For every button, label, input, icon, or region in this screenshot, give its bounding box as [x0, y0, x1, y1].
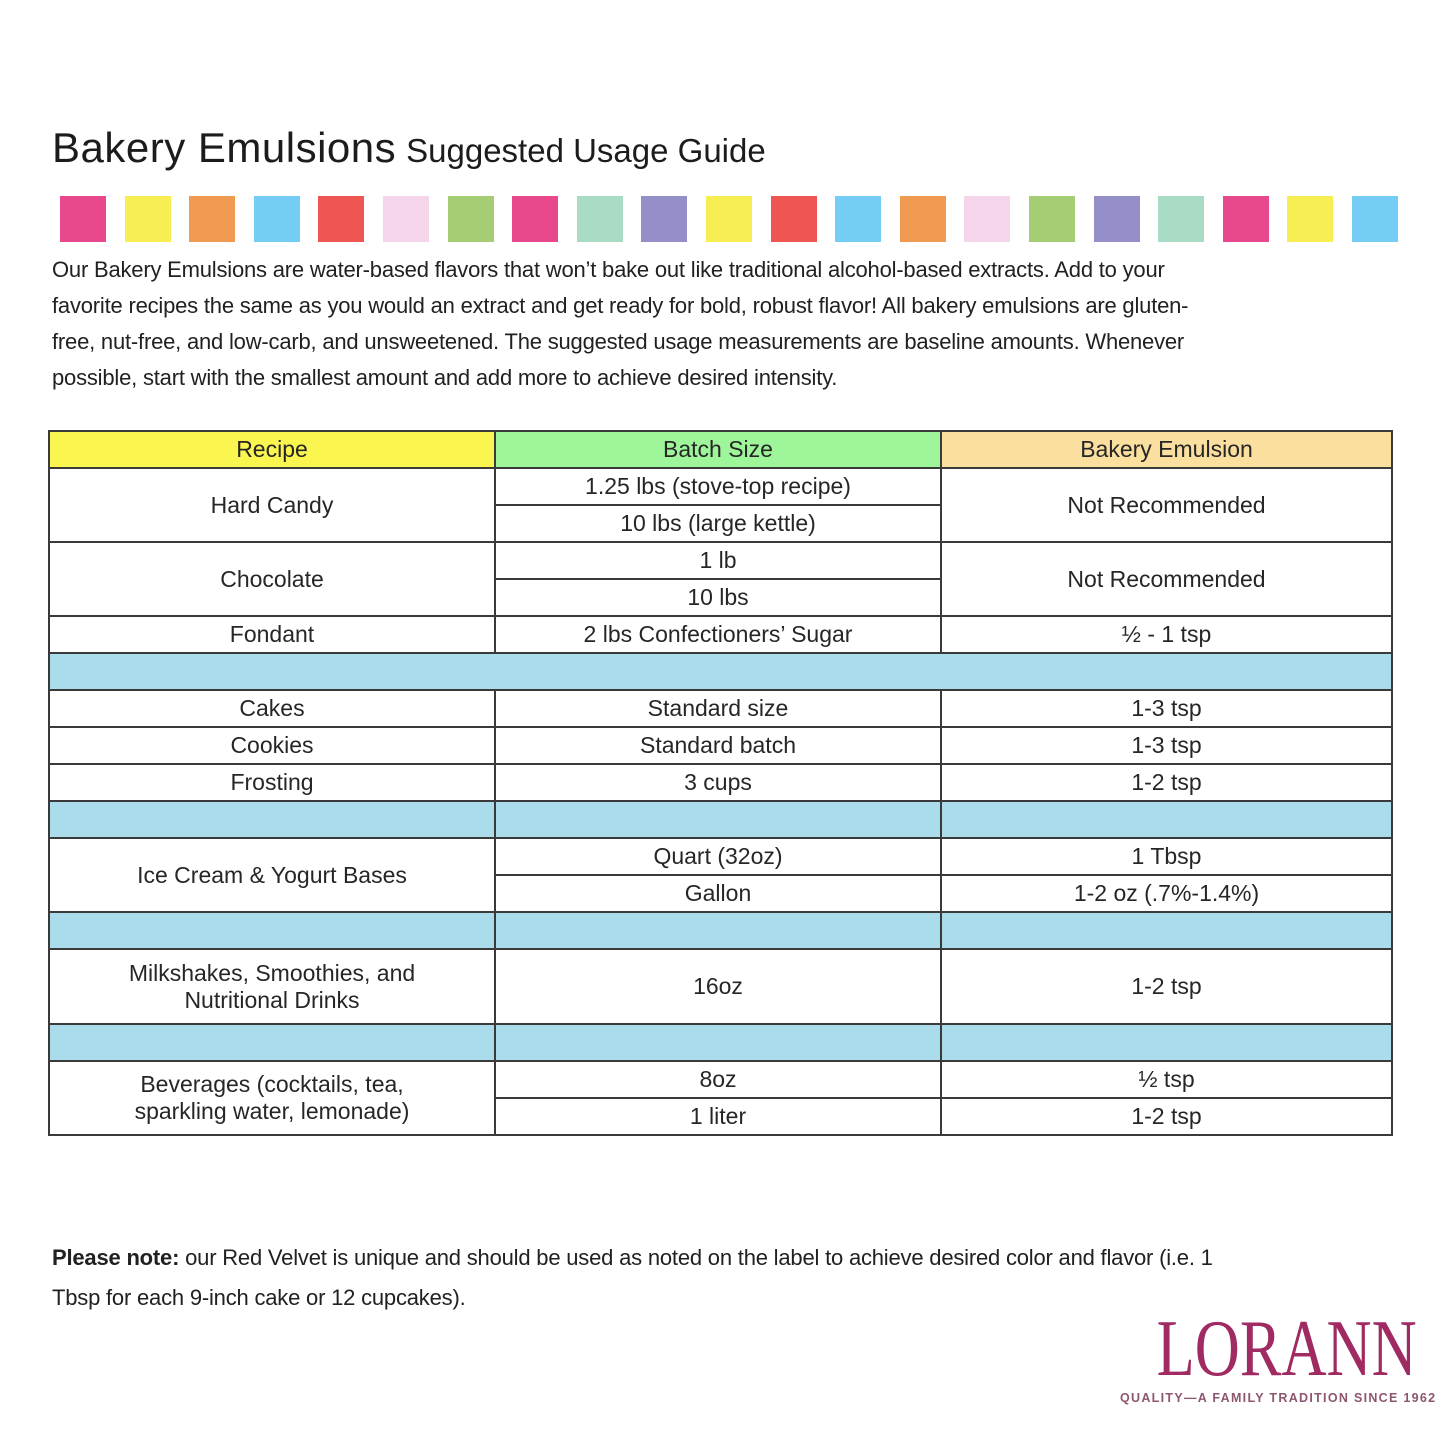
- table-row: [49, 468, 1392, 505]
- intro-line: favorite recipes the same as you would an extract and get ready for bold, robust flavor! All bakery emulsions are gluten-: [52, 293, 1189, 318]
- cell-fondant-recipe: Fondant: [49, 616, 495, 653]
- header-batch: Batch Size: [495, 431, 941, 468]
- title-subtitle: Suggested Usage Guide: [406, 132, 766, 169]
- note-text: our Red Velvet is unique and should be used as noted on the label to achieve desired color and flavor (i.e. 1: [179, 1245, 1213, 1270]
- color-swatch: [835, 196, 881, 242]
- color-swatch: [1029, 196, 1075, 242]
- cell-frosting-batch: 3 cups: [495, 764, 941, 801]
- color-swatch: [771, 196, 817, 242]
- cell-beverages-batch-2: 1 liter: [495, 1098, 941, 1135]
- header-emulsion: Bakery Emulsion: [941, 431, 1392, 468]
- header-recipe: Recipe: [49, 431, 495, 468]
- color-swatch: [900, 196, 946, 242]
- cell-hard-candy-emulsion: Not Recommended: [941, 468, 1392, 542]
- title-main: Bakery Emulsions: [52, 124, 397, 171]
- separator-cell: [941, 801, 1392, 838]
- cell-chocolate-recipe: Chocolate: [49, 542, 495, 616]
- cell-beverages-recipe: [49, 1061, 495, 1135]
- logo-tagline: QUALITY—A FAMILY TRADITION SINCE 1962: [1120, 1391, 1437, 1405]
- table-row: [49, 690, 1392, 727]
- color-swatch: [448, 196, 494, 242]
- cell-cookies-recipe: Cookies: [49, 727, 495, 764]
- color-swatch: [254, 196, 300, 242]
- table-row: [49, 727, 1392, 764]
- color-swatch: [1158, 196, 1204, 242]
- cell-ice-cream-emulsion-2: 1-2 oz (.7%-1.4%): [941, 875, 1392, 912]
- intro-paragraph: [52, 252, 1188, 396]
- color-swatch: [1352, 196, 1398, 242]
- cell-chocolate-batch-1: 1 lb: [495, 542, 941, 579]
- cell-chocolate-batch-2: 10 lbs: [495, 579, 941, 616]
- cell-fondant-batch: 2 lbs Confectioners’ Sugar: [495, 616, 941, 653]
- color-swatch: [318, 196, 364, 242]
- separator-row: [49, 653, 1392, 690]
- color-swatch: [1094, 196, 1140, 242]
- separator-cell: [941, 912, 1392, 949]
- table-row: [49, 1061, 1392, 1098]
- cell-cakes-batch: Standard size: [495, 690, 941, 727]
- cell-ice-cream-batch-2: Gallon: [495, 875, 941, 912]
- separator-cell: [495, 801, 941, 838]
- color-swatch: [1223, 196, 1269, 242]
- color-swatch: [641, 196, 687, 242]
- separator-row: [49, 912, 1392, 949]
- separator-cell: [495, 912, 941, 949]
- cell-milkshakes-batch: 16oz: [495, 949, 941, 1024]
- page-title: [52, 124, 766, 172]
- separator-row: [49, 1024, 1392, 1061]
- table-row: [49, 616, 1392, 653]
- table-row: [49, 949, 1392, 1024]
- color-strip: [60, 196, 1398, 242]
- cell-ice-cream-recipe: Ice Cream & Yogurt Bases: [49, 838, 495, 912]
- color-swatch: [383, 196, 429, 242]
- separator-row: [49, 801, 1392, 838]
- separator-cell: [49, 912, 495, 949]
- cell-beverages-emulsion-1: ½ tsp: [941, 1061, 1392, 1098]
- separator-cell: [49, 801, 495, 838]
- cell-hard-candy-batch-1: 1.25 lbs (stove-top recipe): [495, 468, 941, 505]
- usage-table: [48, 430, 1393, 1136]
- color-swatch: [1287, 196, 1333, 242]
- separator-cell: [49, 653, 1392, 690]
- separator-cell: [49, 1024, 495, 1061]
- cell-cakes-emulsion: 1-3 tsp: [941, 690, 1392, 727]
- color-swatch: [964, 196, 1010, 242]
- color-swatch: [189, 196, 235, 242]
- separator-cell: [495, 1024, 941, 1061]
- color-swatch: [706, 196, 752, 242]
- logo-wordmark: LORANN: [1156, 1305, 1417, 1393]
- cell-frosting-recipe: Frosting: [49, 764, 495, 801]
- color-swatch: [125, 196, 171, 242]
- intro-line: Our Bakery Emulsions are water-based flavors that won’t bake out like traditional alcohol-based extracts. Add to your: [52, 257, 1165, 282]
- cell-text: Milkshakes, Smoothies, and Nutritional Drinks: [128, 959, 416, 1013]
- cell-cookies-emulsion: 1-3 tsp: [941, 727, 1392, 764]
- cell-chocolate-emulsion: Not Recommended: [941, 542, 1392, 616]
- cell-beverages-batch-1: 8oz: [495, 1061, 941, 1098]
- cell-cakes-recipe: Cakes: [49, 690, 495, 727]
- note-paragraph: [52, 1238, 1213, 1318]
- table-row: [49, 542, 1392, 579]
- note-line-2: Tbsp for each 9-inch cake or 12 cupcakes).: [52, 1285, 466, 1310]
- cell-hard-candy-batch-2: 10 lbs (large kettle): [495, 505, 941, 542]
- color-swatch: [512, 196, 558, 242]
- note-label: Please note:: [52, 1245, 180, 1270]
- cell-milkshakes-recipe: [49, 949, 495, 1024]
- cell-text: Beverages (cocktails, tea, sparkling water, lemonade): [134, 1071, 410, 1124]
- table-row: [49, 838, 1392, 875]
- cell-hard-candy-recipe: Hard Candy: [49, 468, 495, 542]
- cell-cookies-batch: Standard batch: [495, 727, 941, 764]
- cell-milkshakes-emulsion: 1-2 tsp: [941, 949, 1392, 1024]
- note-line-1: [52, 1238, 1213, 1278]
- cell-frosting-emulsion: 1-2 tsp: [941, 764, 1392, 801]
- intro-line: possible, start with the smallest amount and add more to achieve desired intensity.: [52, 365, 838, 390]
- color-swatch: [60, 196, 106, 242]
- cell-ice-cream-batch-1: Quart (32oz): [495, 838, 941, 875]
- table-row: [49, 764, 1392, 801]
- table-header-row: [49, 431, 1392, 468]
- separator-cell: [941, 1024, 1392, 1061]
- cell-beverages-emulsion-2: 1-2 tsp: [941, 1098, 1392, 1135]
- intro-line: free, nut-free, and low-carb, and unsweetened. The suggested usage measurements are baseline amounts. Whenever: [52, 329, 1185, 354]
- cell-ice-cream-emulsion-1: 1 Tbsp: [941, 838, 1392, 875]
- lorann-logo: [1120, 1305, 1437, 1405]
- color-swatch: [577, 196, 623, 242]
- cell-fondant-emulsion: ½ - 1 tsp: [941, 616, 1392, 653]
